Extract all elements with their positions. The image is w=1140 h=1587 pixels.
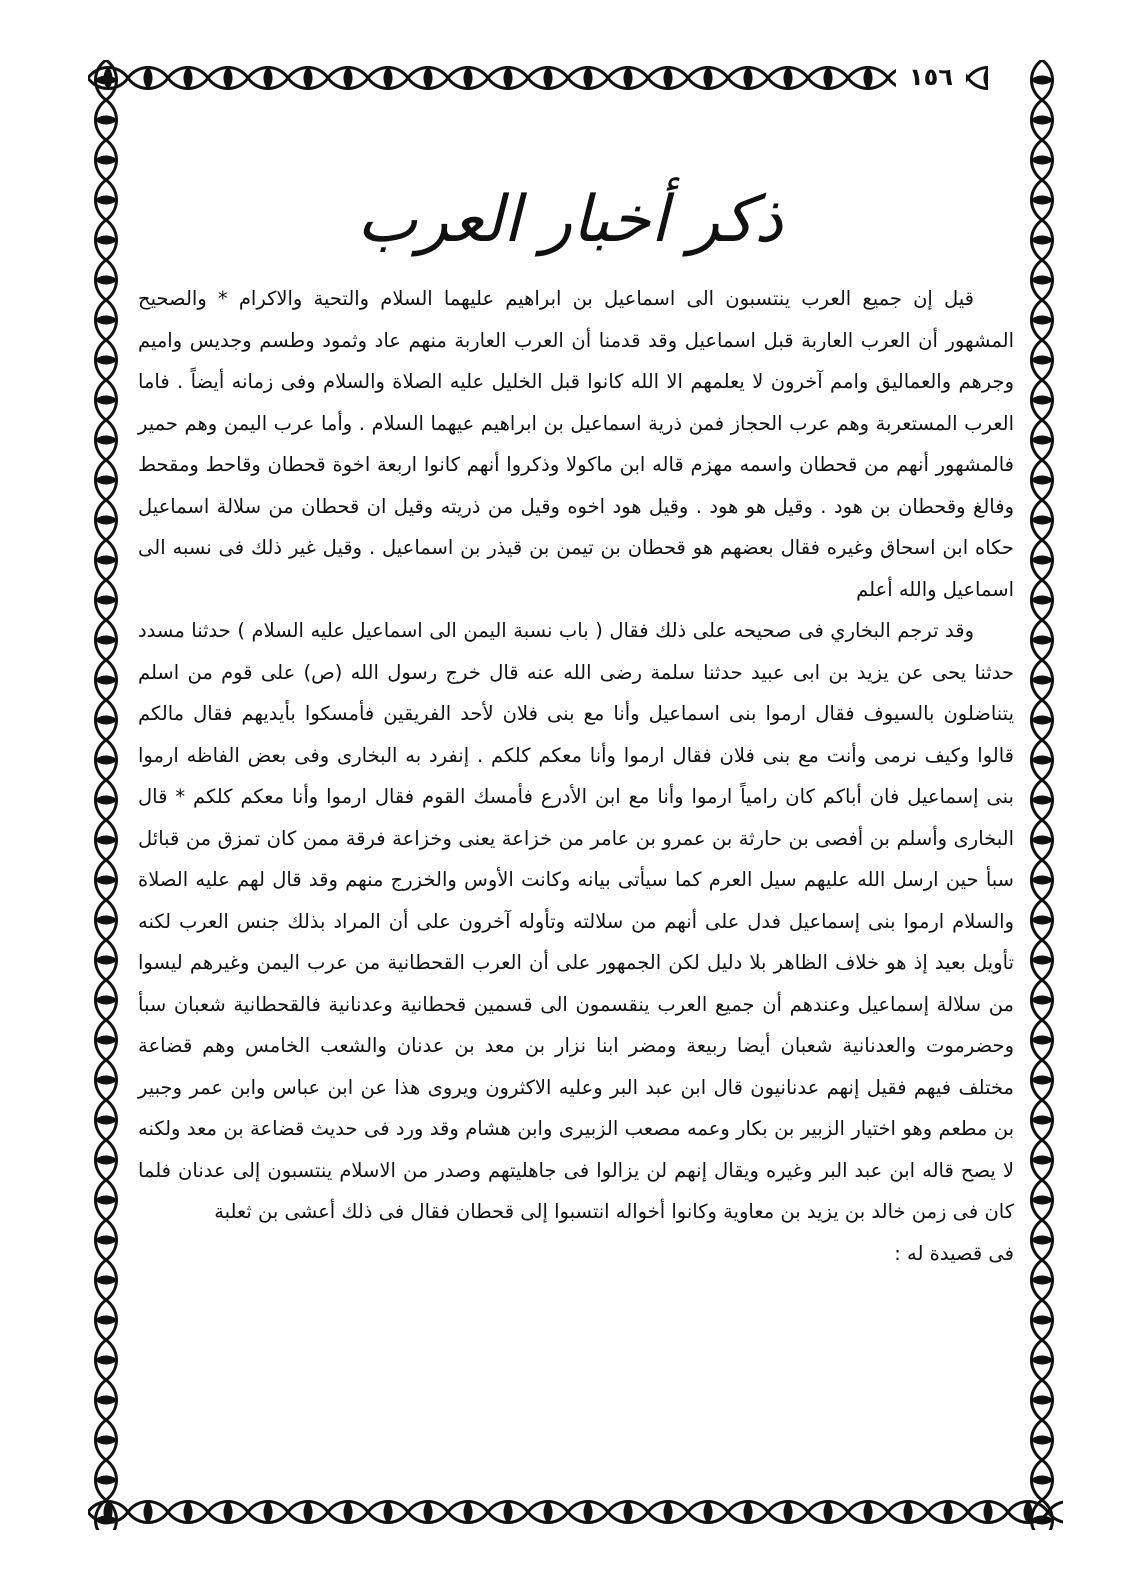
- paragraph: فى قصيدة له :: [894, 1241, 1014, 1265]
- page-number: ١٥٦: [896, 62, 966, 92]
- paragraph: قيل إن جميع العرب ينتسبون الى اسماعيل بن ابراهيم عليهما السلام والتحية والاكرام * والصحيح المشهور أن العرب العاربة قبل اسماعيل وقد قدمنا أن العرب العاربة منهم عاد وثمود وطسم وجديس واميم وجرهم والعماليق وامم آخرون لا يعلمهم الا الله كانوا قبل الخليل عليه الصلاة والسلام وفى زمانه أيضاً . فاما العرب المستعربة وهم عرب الحجاز فمن ذرية اسماعيل بن ابراهيم عيهما السلام . وأما عرب اليمن وهم حمير فالمشهور أنهم من قحطان واسمه مهزم قاله ابن ماكولا وذكروا أنهم كانوا اربعة اخوة قحطان وقاحط ومقحط وفالغ وقحطان بن هود . وقيل هو هود . وقيل هود اخوه وقيل من ذريته وقيل ان قحطان من سلالة اسماعيل حكاه ابن اسحاق وغيره فقال بعضهم هو قحطان بن تيمن بن قيذر بن اسماعيل . وقيل غير ذلك فى نسبه الى اسماعيل والله أعلم: [138, 287, 1014, 601]
- ornamental-border-top: [88, 60, 988, 96]
- chapter-title: ذكر أخبار العرب: [357, 183, 783, 257]
- ornamental-border-left: [88, 60, 124, 1530]
- ornamental-border-right: [1024, 60, 1060, 1530]
- body-text: [138, 278, 1014, 1274]
- paragraph: وقد ترجم البخاري فى صحيحه على ذلك فقال ( باب نسبة اليمن الى اسماعيل عليه السلام ) حدثنا مسدد حدثنا يحى عن يزيد بن ابى عبيد حدثنا سلمة رضى الله عنه قال خرج رسول الله (ص) على قوم من اسلم يتناضلون بالسيوف فقال ارموا بنى اسماعيل وأنا مع بنى فلان لأحد الفريقين فأمسكوا بأيديهم فقال مالكم قالوا وكيف نرمى وأنت مع بنى فلان فقال ارموا وأنا معكم كلكم . إنفرد به البخارى وفى بعض الفاظه ارموا بنى إسماعيل فان أباكم كان رامياً ارموا وأنا مع ابن الأدرع فأمسك القوم فقال ارموا وأنا معكم كلكم * قال البخارى وأسلم بن أفصى بن حارثة بن عمرو بن عامر من خزاعة يعنى وخزاعة فرقة ممن كان تمزق من قبائل سبأ حين ارسل الله عليهم سيل العرم كما سيأتى بيانه وكانت الأوس والخزرج منهم وقد قال لهم عليه الصلاة والسلام ارموا بنى إسماعيل فدل على أنهم من سلالته وتأوله آخرون على أن المراد بذلك جنس العرب لكنه تأويل بعيد إذ هو خلاف الظاهر بلا دليل لكن الجمهور على أن العرب القحطانية من عرب اليمن وغيرهم ليسوا من سلالة إسماعيل وعندهم أن جميع العرب ينقسمون الى قسمين قحطانية وعدنانية فالقحطانية شعبان سبأ وحضرموت والعدنانية شعبان أيضا ربيعة ومضر ابنا نزار بن معد بن عدنان والشعب الخامس وهم قضاعة مختلف فيهم فقيل إنهم عدنانيون قال ابن عبد البر وعليه الاكثرون ويروى هذا عن ابن عباس وابن عمر وجبير بن مطعم وهو اختيار الزبير بن بكار وعمه مصعب الزبيرى وابن هشام وقد ورد فى حديث قضاعة بن معد ولكنه لا يصح قاله ابن عبد البر وغيره ويقال إنهم لن يزالوا فى جاهليتهم وصدر من الاسلام ينتسبون إلى عدنان فلما كان فى زمن خالد بن يزيد بن معاوية وكانوا أخواله انتسبوا إلى قحطان فقال فى ذلك أعشى بن ثعلبة: [138, 619, 1014, 1223]
- ornamental-border-bottom: [88, 1494, 1063, 1530]
